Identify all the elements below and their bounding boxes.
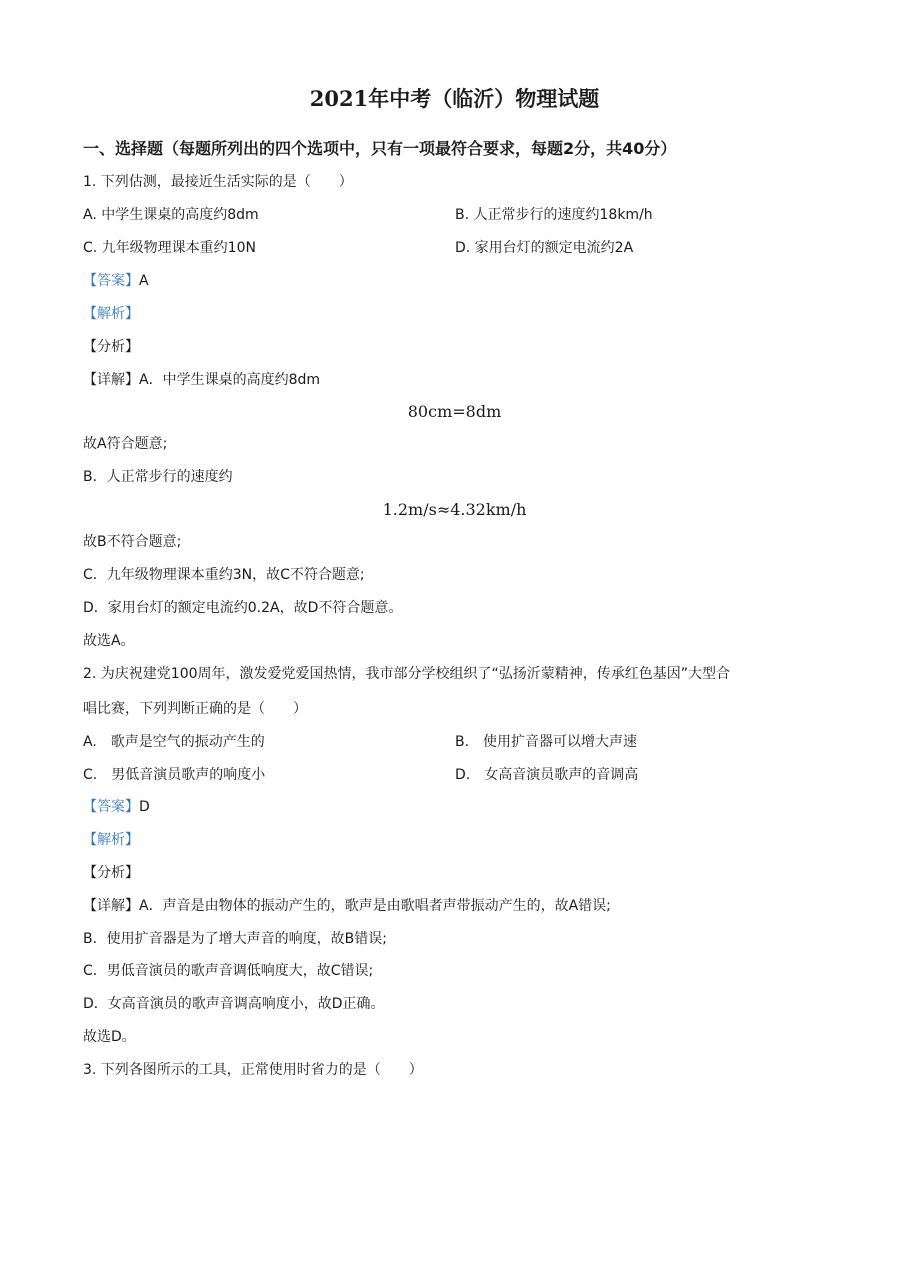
q2-detail-c: C．男低音演员的歌声音调低响度大，故C错误; (83, 963, 374, 979)
q1-conclusion-b: 故B不符合题意; (83, 534, 182, 550)
answer-value: D (139, 799, 150, 815)
q1-option-b: B. 人正常步行的速度约18km/h (455, 207, 653, 223)
q2-option-c: C. 男低音演员歌声的响度小 (83, 767, 266, 783)
q1-stem: 1. 下列估测，最接近生活实际的是（ ） (83, 174, 353, 190)
q2-detail-d: D．女高音演员的歌声音调高响度小，故D正确。 (83, 996, 385, 1012)
q1-choose: 故选A。 (83, 633, 135, 649)
q1-formula-b: 1.2m/s≈4.32km/h (382, 500, 527, 519)
answer-tag: 【答案】 (83, 273, 139, 289)
answer-tag: 【答案】 (83, 799, 139, 815)
q2-stem-line2: 唱比赛，下列判断正确的是（ ） (83, 701, 307, 717)
q1-formula-a: 80cm=8dm (407, 402, 502, 421)
q2-choose: 故选D。 (83, 1029, 136, 1045)
q2-option-a: A. 歌声是空气的振动产生的 (83, 734, 265, 750)
q1-analysis-tag: 【解析】 (83, 306, 139, 322)
q2-stem-line1: 2. 为庆祝建党100周年，激发爱党爱国热情，我市部分学校组织了“弘扬沂蒙精神，传承红色基因”大型合 (83, 666, 731, 682)
q1-answer-line (83, 272, 149, 290)
q2-fenxi: 【分析】 (83, 865, 139, 881)
page-title: 2021年中考（临沂）物理试题 (309, 86, 600, 111)
q1-detail-c: C．九年级物理课本重约3N，故C不符合题意; (83, 567, 365, 583)
q2-analysis-tag: 【解析】 (83, 832, 139, 848)
q1-fenxi: 【分析】 (83, 339, 139, 355)
q2-option-d: D. 女高音演员歌声的音调高 (455, 767, 639, 783)
q1-option-c: C. 九年级物理课本重约10N (83, 240, 256, 256)
q3-stem: 3. 下列各图所示的工具，正常使用时省力的是（ ） (83, 1062, 423, 1078)
q1-detail-a: 【详解】A．中学生课桌的高度约8dm (83, 372, 321, 388)
q1-conclusion-a: 故A符合题意; (83, 436, 168, 452)
q1-detail-b: B．人正常步行的速度约 (83, 469, 233, 485)
q2-detail-a: 【详解】A．声音是由物体的振动产生的，歌声是由歌唱者声带振动产生的，故A错误; (83, 898, 611, 914)
q1-option-a: A. 中学生课桌的高度约8dm (83, 207, 259, 223)
q1-option-d: D. 家用台灯的额定电流约2A (455, 240, 634, 256)
q1-detail-d: D．家用台灯的额定电流约0.2A，故D不符合题意。 (83, 600, 403, 616)
q2-option-b: B. 使用扩音器可以增大声速 (455, 734, 638, 750)
q2-answer-line (83, 798, 150, 816)
answer-value: A (139, 273, 149, 289)
q2-detail-b: B．使用扩音器是为了增大声音的响度，故B错误; (83, 931, 387, 947)
section-heading: 一、选择题（每题所列出的四个选项中，只有一项最符合要求，每题2分，共40分） (83, 139, 677, 158)
